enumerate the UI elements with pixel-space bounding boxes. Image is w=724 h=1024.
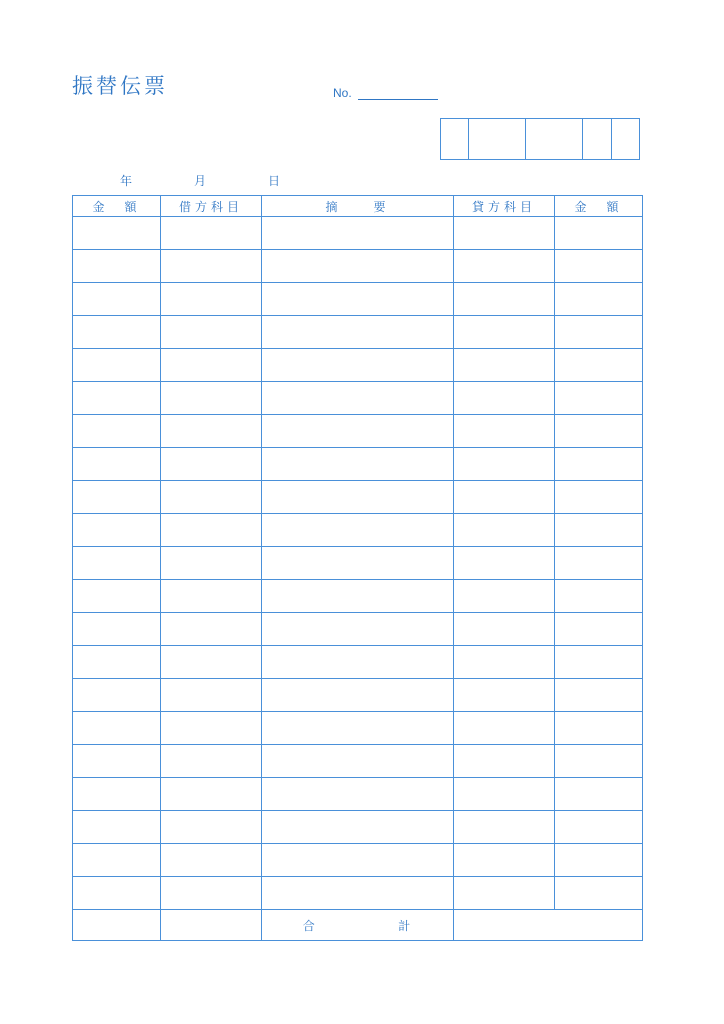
cell-amount-credit[interactable] [555,580,643,613]
table-row [73,712,643,745]
total-label-cell [262,910,454,941]
cell-description[interactable] [262,283,454,316]
cell-amount-debit[interactable] [73,745,161,778]
cell-amount-debit[interactable] [73,448,161,481]
header-amount-debit: 金 額 [73,196,161,217]
cell-description[interactable] [262,547,454,580]
cell-amount-credit[interactable] [555,316,643,349]
cell-credit-account[interactable] [454,844,555,877]
cell-debit-account[interactable] [161,679,262,712]
cell-debit-account[interactable] [161,580,262,613]
cell-credit-account[interactable] [454,250,555,283]
cell-amount-credit[interactable] [555,877,643,910]
cell-credit-account[interactable] [454,448,555,481]
table-row [73,679,643,712]
table-row [73,316,643,349]
cell-debit-account[interactable] [161,448,262,481]
cell-amount-credit[interactable] [555,712,643,745]
cell-amount-debit[interactable] [73,514,161,547]
cell-credit-account[interactable] [454,283,555,316]
code-box-cell[interactable] [469,119,497,159]
code-box-cell[interactable] [612,119,639,159]
cell-credit-account[interactable] [454,316,555,349]
ledger-footer [73,910,643,941]
cell-credit-account[interactable] [454,679,555,712]
cell-amount-debit[interactable] [73,844,161,877]
cell-debit-account[interactable] [161,217,262,250]
cell-amount-credit[interactable] [555,250,643,283]
cell-debit-account[interactable] [161,745,262,778]
cell-description[interactable] [262,844,454,877]
table-row [73,514,643,547]
table-row [73,283,643,316]
cell-amount-debit[interactable] [73,316,161,349]
header-credit-account: 貸方科目 [454,196,555,217]
cell-credit-account[interactable] [454,382,555,415]
total-label-left: 合 [302,918,317,933]
cell-amount-debit[interactable] [73,877,161,910]
cell-credit-account[interactable] [454,481,555,514]
cell-amount-credit[interactable] [555,283,643,316]
code-box-cell[interactable] [526,119,554,159]
cell-amount-credit[interactable] [555,481,643,514]
cell-amount-debit[interactable] [73,613,161,646]
cell-amount-debit[interactable] [73,349,161,382]
cell-debit-account[interactable] [161,844,262,877]
table-row [73,778,643,811]
header-debit-account: 借方科目 [161,196,262,217]
cell-amount-credit[interactable] [555,349,643,382]
cell-amount-debit[interactable] [73,382,161,415]
cell-credit-account[interactable] [454,415,555,448]
cell-debit-account[interactable] [161,316,262,349]
ledger-body [73,217,643,910]
table-row [73,250,643,283]
voucher-number-field [333,86,438,100]
ledger-table [72,195,643,941]
cell-amount-debit[interactable] [73,679,161,712]
table-row [73,481,643,514]
cell-debit-account[interactable] [161,481,262,514]
cell-amount-credit[interactable] [555,745,643,778]
table-row [73,613,643,646]
code-box-cell[interactable] [555,119,583,159]
table-row [73,811,643,844]
cell-description[interactable] [262,712,454,745]
cell-description[interactable] [262,349,454,382]
total-amount-debit-cell[interactable] [73,910,161,941]
cell-amount-credit[interactable] [555,415,643,448]
cell-amount-credit[interactable] [555,613,643,646]
cell-amount-credit[interactable] [555,514,643,547]
cell-credit-account[interactable] [454,712,555,745]
code-box-cell[interactable] [583,119,611,159]
table-row [73,415,643,448]
cell-description[interactable] [262,745,454,778]
cell-description[interactable] [262,250,454,283]
cell-debit-account[interactable] [161,811,262,844]
total-spacer-cell [161,910,262,941]
cell-debit-account[interactable] [161,415,262,448]
cell-amount-credit[interactable] [555,811,643,844]
cell-amount-debit[interactable] [73,811,161,844]
cell-description[interactable] [262,514,454,547]
cell-description[interactable] [262,415,454,448]
table-row [73,844,643,877]
cell-description[interactable] [262,382,454,415]
table-row [73,448,643,481]
cell-amount-debit[interactable] [73,481,161,514]
cell-description[interactable] [262,316,454,349]
code-box-cell[interactable] [441,119,469,159]
cell-amount-debit[interactable] [73,778,161,811]
cell-credit-account[interactable] [454,745,555,778]
cell-amount-debit[interactable] [73,217,161,250]
cell-amount-credit[interactable] [555,448,643,481]
year-label: 年 [120,174,133,188]
cell-amount-debit[interactable] [73,547,161,580]
cell-description[interactable] [262,646,454,679]
cell-description[interactable] [262,448,454,481]
table-row [73,217,643,250]
cell-debit-account[interactable] [161,349,262,382]
cell-description[interactable] [262,481,454,514]
cell-description[interactable] [262,580,454,613]
cell-amount-debit[interactable] [73,580,161,613]
header-amount-credit: 金 額 [555,196,643,217]
cell-amount-credit[interactable] [555,646,643,679]
cell-debit-account[interactable] [161,646,262,679]
cell-debit-account[interactable] [161,283,262,316]
table-row [73,646,643,679]
total-amount-credit-cell[interactable] [454,910,643,941]
cell-description[interactable] [262,613,454,646]
cell-amount-debit[interactable] [73,283,161,316]
total-row [73,910,643,941]
cell-description[interactable] [262,217,454,250]
cell-debit-account[interactable] [161,712,262,745]
cell-debit-account[interactable] [161,778,262,811]
cell-credit-account[interactable] [454,811,555,844]
cell-amount-credit[interactable] [555,217,643,250]
table-row [73,382,643,415]
day-label: 日 [267,174,280,188]
total-label-right: 計 [398,918,413,933]
voucher-number-input[interactable] [358,87,438,100]
cell-amount-credit[interactable] [555,547,643,580]
cell-credit-account[interactable] [454,778,555,811]
table-row [73,349,643,382]
cell-amount-credit[interactable] [555,679,643,712]
cell-description[interactable] [262,679,454,712]
table-row [73,580,643,613]
cell-credit-account[interactable] [454,646,555,679]
header-description: 摘 要 [262,196,454,217]
table-row [73,745,643,778]
cell-debit-account[interactable] [161,547,262,580]
cell-amount-debit[interactable] [73,646,161,679]
cell-debit-account[interactable] [161,613,262,646]
table-row [73,877,643,910]
voucher-number-label: No. [333,86,352,100]
date-line [120,172,280,189]
cell-description[interactable] [262,877,454,910]
cell-credit-account[interactable] [454,217,555,250]
cell-description[interactable] [262,778,454,811]
table-row [73,547,643,580]
cell-credit-account[interactable] [454,514,555,547]
cell-credit-account[interactable] [454,547,555,580]
header-row [73,196,643,217]
cell-credit-account[interactable] [454,349,555,382]
code-box-cell[interactable] [498,119,526,159]
cell-debit-account[interactable] [161,382,262,415]
ledger-header [73,196,643,217]
code-boxes[interactable] [440,118,640,160]
month-label: 月 [193,174,206,188]
cell-amount-credit[interactable] [555,844,643,877]
cell-description[interactable] [262,811,454,844]
cell-credit-account[interactable] [454,877,555,910]
cell-amount-debit[interactable] [73,250,161,283]
cell-credit-account[interactable] [454,580,555,613]
cell-debit-account[interactable] [161,877,262,910]
cell-debit-account[interactable] [161,250,262,283]
page-title: 振替伝票 [72,75,168,98]
cell-amount-debit[interactable] [73,415,161,448]
cell-credit-account[interactable] [454,613,555,646]
cell-debit-account[interactable] [161,514,262,547]
cell-amount-credit[interactable] [555,382,643,415]
cell-amount-credit[interactable] [555,778,643,811]
cell-amount-debit[interactable] [73,712,161,745]
